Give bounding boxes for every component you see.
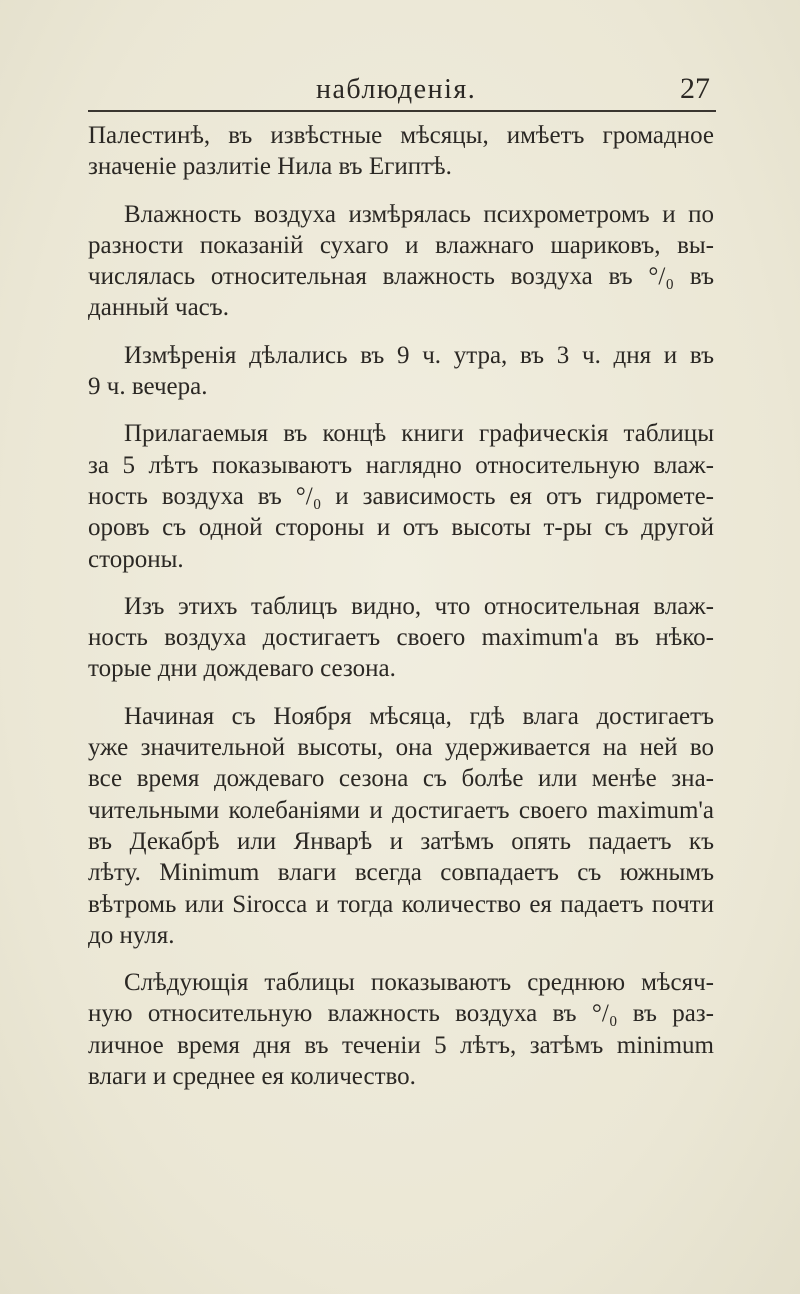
text-line: разности показаній сухаго и влажнаго шариковъ, вы- — [88, 231, 714, 259]
text-line: 9 ч. вечера. — [88, 373, 208, 401]
text-line: все время дождеваго сезона съ болѣе или менѣе зна- — [88, 765, 714, 793]
page-header — [88, 70, 716, 114]
page-number: 27 — [680, 72, 710, 105]
text-line: стороны. — [88, 545, 184, 573]
paragraph-1 — [88, 120, 714, 183]
paragraph-2 — [88, 199, 714, 324]
text-line: Влажность воздуха измѣрялась психрометромъ и по — [124, 200, 714, 228]
text-line: ность воздуха въ °/₀ и зависимость ея отъ гидромете- — [88, 482, 714, 510]
text-line: влаги и среднее ея количество. — [88, 1063, 416, 1091]
text-line: числялась относительная влажность воздуха въ °/₀ въ — [88, 263, 714, 291]
text-line: Прилагаемыя въ концѣ книги графическія таблицы — [124, 420, 714, 448]
text-line: лѣту. Minimum влаги всегда совпадаетъ съ южнымъ — [88, 859, 714, 887]
text-line: Изъ этихъ таблицъ видно, что относительная влаж- — [124, 592, 714, 620]
text-line: данный часъ. — [88, 294, 229, 322]
text-line: за 5 лѣтъ показываютъ наглядно относительную влаж- — [88, 451, 714, 479]
text-line: личное время дня въ теченіи 5 лѣтъ, затѣмъ minimum — [88, 1031, 714, 1059]
text-line: Измѣренія дѣлались въ 9 ч. утра, въ 3 ч. дня и въ — [124, 341, 714, 369]
paragraph-4 — [88, 418, 714, 574]
text-line: уже значительной высоты, она удерживается на ней во — [88, 734, 714, 762]
text-line: ную относительную влажность воздуха въ °/₀ въ раз- — [88, 1000, 714, 1028]
text-line: оровъ съ одной стороны и отъ высоты т-ры съ другой — [88, 514, 714, 542]
text-line: до нуля. — [88, 921, 175, 949]
header-rule — [88, 110, 716, 112]
paragraph-7 — [88, 967, 714, 1092]
text-line: Начиная съ Ноября мѣсяца, гдѣ влага достигаетъ — [124, 702, 714, 730]
running-head: наблюденія. — [316, 74, 477, 105]
text-line: въ Декабрѣ или Январѣ и затѣмъ опять падаетъ къ — [88, 827, 714, 855]
text-line: Слѣдующія таблицы показываютъ среднюю мѣсяч- — [124, 969, 714, 997]
text-line: торые дни дождеваго сезона. — [88, 655, 396, 683]
text-line: вѣтромь или Sirocca и тогда количество ея падаетъ почти — [88, 890, 714, 918]
text-line: ность воздуха достигаетъ своего maximum'а въ нѣко- — [88, 624, 714, 652]
text-line: Палестинѣ, въ извѣстные мѣсяцы, имѣетъ громадное — [88, 122, 714, 149]
text-line: значеніе разлитіе Нила въ Египтѣ. — [88, 153, 452, 181]
body-text — [88, 120, 714, 1108]
paragraph-5 — [88, 591, 714, 685]
text-line: чительными колебаніями и достигаетъ своего maximum'а — [88, 796, 714, 824]
paragraph-3 — [88, 340, 714, 403]
paragraph-6 — [88, 701, 714, 951]
